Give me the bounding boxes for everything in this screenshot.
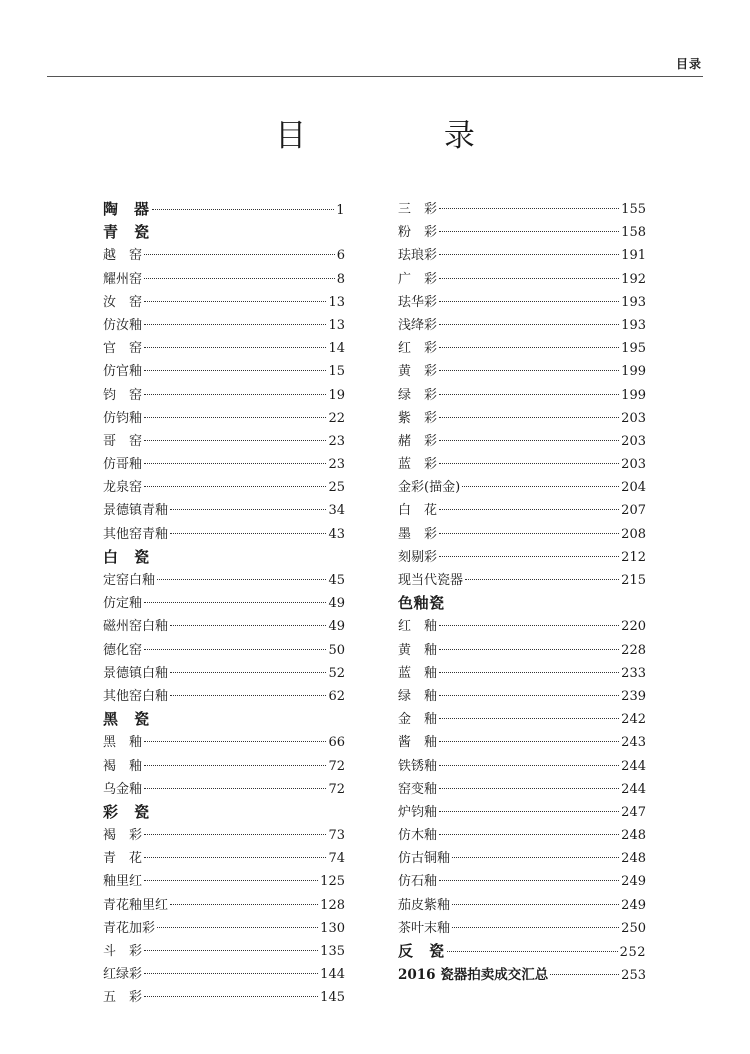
toc-entry[interactable] <box>398 615 646 638</box>
toc-page-number: 203 <box>621 457 646 473</box>
toc-entry-label: 青 花 <box>103 851 143 867</box>
toc-page-number: 242 <box>621 712 646 728</box>
toc-entry-label: 绿 彩 <box>398 387 438 403</box>
dot-leader <box>439 301 619 302</box>
dot-leader <box>439 509 619 510</box>
toc-page-number: 8 <box>336 271 345 287</box>
toc-entry[interactable] <box>398 847 646 870</box>
toc-entry[interactable] <box>103 407 345 430</box>
toc-entry-label: 墨 彩 <box>398 526 438 542</box>
dot-leader <box>152 209 335 210</box>
toc-page-number: 130 <box>320 920 345 936</box>
toc-entry[interactable] <box>398 940 646 963</box>
dot-leader <box>144 301 326 302</box>
toc-entry[interactable] <box>103 592 345 615</box>
toc-page-number: 19 <box>328 387 345 403</box>
toc-entry-label: 紫 彩 <box>398 410 438 426</box>
toc-entry[interactable] <box>103 917 345 940</box>
toc-page-number: 6 <box>336 248 345 264</box>
toc-entry[interactable] <box>103 523 345 546</box>
toc-entry-label: 仿定釉 <box>103 596 143 612</box>
dot-leader <box>144 324 326 325</box>
toc-right-column <box>398 198 646 986</box>
toc-entry-label: 浅绛彩 <box>398 317 438 333</box>
dot-leader <box>157 579 326 580</box>
dot-leader <box>144 765 326 766</box>
toc-entry[interactable] <box>103 360 345 383</box>
dot-leader <box>439 741 619 742</box>
toc-entry[interactable] <box>103 963 345 986</box>
header-rule <box>47 76 703 77</box>
toc-entry-label: 2016 瓷器拍卖成交汇总 <box>398 967 549 984</box>
toc-entry-label: 仿钧釉 <box>103 410 143 426</box>
toc-entry[interactable] <box>103 268 345 291</box>
toc-entry[interactable] <box>398 917 646 940</box>
toc-entry-label: 色釉瓷 <box>398 594 445 613</box>
toc-page-number: 233 <box>621 665 646 681</box>
toc-entry-label: 红 釉 <box>398 619 438 635</box>
dot-leader <box>439 695 619 696</box>
dot-leader <box>447 951 618 952</box>
toc-entry-label: 定窑白釉 <box>103 573 156 588</box>
toc-page-number: 125 <box>320 874 345 890</box>
toc-entry[interactable] <box>103 685 345 708</box>
toc-entry[interactable] <box>103 615 345 638</box>
toc-page-number: 252 <box>619 945 646 960</box>
toc-entry-label: 陶 器 <box>103 200 150 218</box>
toc-page-number: 23 <box>328 433 345 449</box>
dot-leader <box>439 208 619 209</box>
toc-page-number: 215 <box>621 573 646 588</box>
toc-page-number: 135 <box>320 944 345 959</box>
toc-entry[interactable] <box>398 476 646 499</box>
toc-entry[interactable] <box>398 499 646 522</box>
toc-page-number: 203 <box>621 410 646 426</box>
toc-entry-label: 茄皮紫釉 <box>398 897 451 913</box>
toc-entry[interactable] <box>103 986 345 1009</box>
toc-page-number: 195 <box>621 341 646 357</box>
dot-leader <box>439 533 619 534</box>
toc-page-number: 74 <box>328 851 345 867</box>
toc-entry-label: 斗 彩 <box>103 944 143 959</box>
dot-leader <box>144 834 326 835</box>
dot-leader <box>144 370 326 371</box>
toc-page-number: 244 <box>621 758 646 774</box>
toc-entry[interactable] <box>103 337 345 360</box>
dot-leader <box>144 857 326 858</box>
toc-page-number: 72 <box>328 781 345 797</box>
dot-leader <box>170 695 326 696</box>
toc-page-number: 199 <box>621 364 646 380</box>
toc-page-number: 193 <box>621 294 646 310</box>
toc-page-number: 247 <box>621 804 646 820</box>
dot-leader <box>144 996 318 997</box>
toc-entry-label: 乌金釉 <box>103 781 143 797</box>
toc-page-number: 212 <box>621 549 646 565</box>
toc-page-number: 208 <box>621 526 646 542</box>
toc-entry[interactable] <box>103 755 345 778</box>
toc-entry-label: 哥 窑 <box>103 433 143 449</box>
toc-entry[interactable] <box>398 291 646 314</box>
toc-entry[interactable] <box>398 221 646 244</box>
toc-entry[interactable] <box>398 731 646 754</box>
toc-entry-label: 酱 釉 <box>398 735 438 751</box>
toc-entry-label: 现当代瓷器 <box>398 573 464 588</box>
toc-entry-label: 龙泉窑 <box>103 480 143 496</box>
toc-page-number: 192 <box>621 271 646 287</box>
toc-entry[interactable] <box>398 407 646 430</box>
toc-page-number: 50 <box>328 642 345 658</box>
toc-entry-label: 窑变釉 <box>398 781 438 797</box>
dot-leader <box>170 625 326 626</box>
toc-entry-label: 其他窑白釉 <box>103 688 169 704</box>
toc-entry-label: 磁州窑白釉 <box>103 619 169 635</box>
toc-page-number: 49 <box>328 619 345 635</box>
toc-entry[interactable] <box>103 244 345 267</box>
toc-section-heading <box>103 708 345 731</box>
toc-entry-label: 蓝 彩 <box>398 457 438 473</box>
toc-page-number: 34 <box>328 503 345 519</box>
dot-leader <box>439 625 619 626</box>
toc-entry-label: 刻剔彩 <box>398 549 438 565</box>
toc-entry[interactable] <box>398 453 646 476</box>
toc-entry[interactable] <box>398 360 646 383</box>
toc-section-heading <box>103 221 345 244</box>
toc-entry-label: 绿 釉 <box>398 688 438 704</box>
toc-page-number: 253 <box>621 968 646 984</box>
toc-entry[interactable] <box>103 847 345 870</box>
toc-entry-label: 越 窑 <box>103 248 143 264</box>
dot-leader <box>439 672 619 673</box>
toc-entry-label: 德化窑 <box>103 642 143 658</box>
toc-entry-label: 汝 窑 <box>103 294 143 310</box>
toc-entry-label: 仿木釉 <box>398 828 438 844</box>
toc-entry[interactable] <box>398 824 646 847</box>
toc-entry[interactable] <box>103 870 345 893</box>
dot-leader <box>144 950 318 951</box>
toc-entry-label: 官 窑 <box>103 341 143 357</box>
dot-leader <box>439 231 619 232</box>
running-head: 目录 <box>675 57 702 71</box>
toc-entry-label: 红 彩 <box>398 341 438 357</box>
toc-page-number: 155 <box>621 202 646 217</box>
toc-page-number: 144 <box>320 967 345 983</box>
toc-entry-label: 景德镇白釉 <box>103 665 169 681</box>
toc-entry-label: 仿哥釉 <box>103 457 143 473</box>
dot-leader <box>452 857 619 858</box>
toc-entry[interactable] <box>398 708 646 731</box>
dot-leader <box>439 556 619 557</box>
toc-page-number: 15 <box>328 364 345 380</box>
dot-leader <box>144 602 326 603</box>
toc-entry-label: 赭 彩 <box>398 433 438 449</box>
toc-entry-label: 广 彩 <box>398 271 438 287</box>
toc-entry[interactable] <box>398 963 646 986</box>
dot-leader <box>439 811 619 812</box>
toc-entry[interactable] <box>103 894 345 917</box>
toc-entry-label: 黑 瓷 <box>103 710 150 729</box>
toc-entry[interactable] <box>398 778 646 801</box>
toc-entry-label: 黄 彩 <box>398 364 438 380</box>
dot-leader <box>144 788 326 789</box>
dot-leader <box>439 394 619 395</box>
toc-page-number: 45 <box>328 573 345 588</box>
dot-leader <box>439 417 619 418</box>
toc-entry[interactable] <box>398 546 646 569</box>
toc-page-number: 13 <box>328 317 345 333</box>
toc-entry[interactable] <box>103 940 345 963</box>
dot-leader <box>439 788 619 789</box>
dot-leader <box>462 486 619 487</box>
toc-entry[interactable] <box>398 639 646 662</box>
toc-page-number: 25 <box>328 480 345 496</box>
toc-entry[interactable] <box>103 639 345 662</box>
dot-leader <box>144 278 335 279</box>
toc-page-number: 250 <box>621 920 646 936</box>
toc-page-number: 248 <box>621 828 646 844</box>
toc-entry[interactable] <box>103 778 345 801</box>
toc-page-number: 204 <box>621 480 646 496</box>
toc-section-heading <box>103 546 345 569</box>
toc-entry[interactable] <box>398 337 646 360</box>
dot-leader <box>439 370 619 371</box>
toc-page-number: 199 <box>621 387 646 403</box>
dot-leader <box>550 974 619 975</box>
dot-leader <box>144 347 326 348</box>
dot-leader <box>144 973 318 974</box>
toc-entry-label: 铁锈釉 <box>398 758 438 774</box>
dot-leader <box>452 904 619 905</box>
dot-leader <box>439 834 619 835</box>
dot-leader <box>439 278 619 279</box>
toc-entry-label: 仿汝釉 <box>103 317 143 333</box>
toc-page-number: 14 <box>328 341 345 357</box>
toc-entry-label: 釉里红 <box>103 874 143 890</box>
toc-entry[interactable] <box>103 291 345 314</box>
dot-leader <box>439 765 619 766</box>
dot-leader <box>439 324 619 325</box>
toc-page-number: 73 <box>328 828 345 844</box>
dot-leader <box>157 927 318 928</box>
toc-page-number: 66 <box>328 735 345 751</box>
toc-entry-label: 钧 窑 <box>103 387 143 403</box>
toc-page-number: 191 <box>621 248 646 264</box>
toc-page-number: 13 <box>328 294 345 310</box>
toc-page-number: 43 <box>328 526 345 542</box>
dot-leader <box>144 254 335 255</box>
toc-entry[interactable] <box>398 430 646 453</box>
toc-entry[interactable] <box>103 731 345 754</box>
dot-leader <box>439 463 619 464</box>
toc-entry[interactable] <box>103 662 345 685</box>
toc-entry[interactable] <box>398 268 646 291</box>
dot-leader <box>170 672 326 673</box>
toc-page-number: 228 <box>621 642 646 658</box>
toc-entry-label: 红绿彩 <box>103 967 143 983</box>
toc-page-number: 220 <box>621 619 646 635</box>
toc-left-column <box>103 198 345 1010</box>
toc-entry[interactable] <box>103 476 345 499</box>
toc-entry-label: 三 彩 <box>398 202 438 217</box>
dot-leader <box>439 440 619 441</box>
toc-entry-label: 粉 彩 <box>398 225 438 241</box>
dot-leader <box>144 880 318 881</box>
toc-entry-label: 景德镇青釉 <box>103 503 169 519</box>
toc-page-number: 145 <box>320 990 345 1006</box>
toc-page-number: 49 <box>328 596 345 612</box>
toc-page-number: 128 <box>320 897 345 913</box>
dot-leader <box>170 509 326 510</box>
toc-section-heading <box>103 801 345 824</box>
toc-entry-label: 青 瓷 <box>103 223 150 242</box>
toc-entry-label: 金彩(描金) <box>398 480 461 496</box>
toc-page-number: 249 <box>621 897 646 913</box>
dot-leader <box>439 254 619 255</box>
toc-page-number: 203 <box>621 433 646 449</box>
toc-page-number: 23 <box>328 457 345 473</box>
dot-leader <box>452 927 619 928</box>
toc-page-number: 239 <box>621 688 646 704</box>
toc-page-number: 1 <box>336 203 345 218</box>
toc-entry-label: 耀州窑 <box>103 271 143 287</box>
dot-leader <box>465 579 619 580</box>
toc-entry[interactable] <box>398 870 646 893</box>
toc-entry-label: 青花釉里红 <box>103 897 169 913</box>
toc-entry-label: 白 花 <box>398 503 438 519</box>
dot-leader <box>144 463 326 464</box>
toc-page-number: 248 <box>621 851 646 867</box>
toc-entry-label: 仿石釉 <box>398 874 438 890</box>
toc-entry-label: 珐琅彩 <box>398 248 438 264</box>
toc-entry[interactable] <box>103 453 345 476</box>
toc-entry[interactable] <box>398 523 646 546</box>
toc-page-number: 244 <box>621 781 646 797</box>
toc-page-number: 52 <box>328 665 345 681</box>
toc-entry-label: 青花加彩 <box>103 920 156 936</box>
toc-entry-label: 褐 釉 <box>103 758 143 774</box>
toc-entry-label: 蓝 釉 <box>398 665 438 681</box>
toc-entry[interactable] <box>103 569 345 592</box>
toc-entry[interactable] <box>398 662 646 685</box>
toc-page-number: 193 <box>621 317 646 333</box>
toc-entry[interactable] <box>398 198 646 221</box>
dot-leader <box>170 533 326 534</box>
toc-entry[interactable] <box>398 894 646 917</box>
toc-entry[interactable] <box>398 755 646 778</box>
toc-entry-label: 其他窑青釉 <box>103 526 169 542</box>
dot-leader <box>144 440 326 441</box>
dot-leader <box>144 741 326 742</box>
toc-entry-label: 彩 瓷 <box>103 802 150 821</box>
toc-entry[interactable] <box>398 244 646 267</box>
toc-page-number: 22 <box>328 410 345 426</box>
toc-entry[interactable] <box>103 314 345 337</box>
toc-entry-label: 五 彩 <box>103 990 143 1006</box>
toc-entry-label: 白 瓷 <box>103 547 150 566</box>
toc-page-number: 249 <box>621 874 646 890</box>
dot-leader <box>439 880 619 881</box>
toc-entry-label: 黑 釉 <box>103 735 143 751</box>
dot-leader <box>170 904 318 905</box>
page-title: 目 录 <box>275 118 539 154</box>
toc-page-number: 243 <box>621 735 646 751</box>
toc-entry-label: 茶叶末釉 <box>398 920 451 936</box>
toc-entry[interactable] <box>398 384 646 407</box>
toc-entry-label: 反 瓷 <box>398 942 445 960</box>
toc-page-number: 158 <box>621 225 646 241</box>
toc-entry-label: 仿官釉 <box>103 364 143 380</box>
dot-leader <box>439 347 619 348</box>
dot-leader <box>144 486 326 487</box>
toc-entry[interactable] <box>103 430 345 453</box>
toc-section-heading <box>398 592 646 615</box>
toc-entry[interactable] <box>103 384 345 407</box>
toc-entry-label: 仿古铜釉 <box>398 851 451 867</box>
toc-entry[interactable] <box>398 314 646 337</box>
toc-entry-label: 炉钧釉 <box>398 804 438 820</box>
toc-entry[interactable] <box>398 685 646 708</box>
toc-entry[interactable] <box>103 499 345 522</box>
toc-entry-label: 珐华彩 <box>398 294 438 310</box>
toc-entry-label: 金 釉 <box>398 712 438 728</box>
toc-entry[interactable] <box>103 824 345 847</box>
dot-leader <box>144 649 326 650</box>
toc-entry[interactable] <box>103 198 345 221</box>
toc-entry-label: 黄 釉 <box>398 642 438 658</box>
dot-leader <box>439 718 619 719</box>
toc-page-number: 62 <box>328 688 345 704</box>
toc-page-number: 72 <box>328 758 345 774</box>
toc-entry[interactable] <box>398 801 646 824</box>
dot-leader <box>439 649 619 650</box>
toc-page-number: 207 <box>621 503 646 519</box>
dot-leader <box>144 417 326 418</box>
dot-leader <box>144 394 326 395</box>
toc-entry-label: 褐 彩 <box>103 828 143 844</box>
toc-entry[interactable] <box>398 569 646 592</box>
